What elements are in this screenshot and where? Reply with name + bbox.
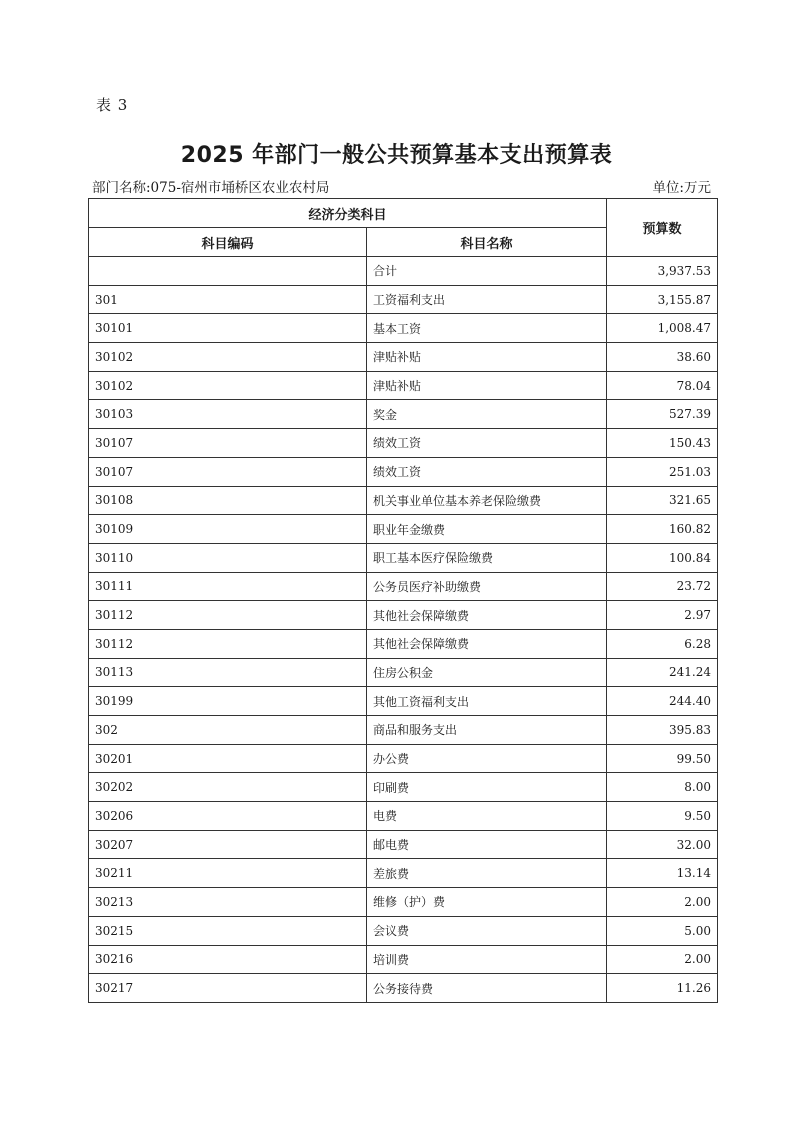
table-number: 表 3 <box>96 96 129 114</box>
budget-amount-cell: 3,937.53 <box>607 257 718 286</box>
subject-code-cell: 30199 <box>89 687 367 716</box>
table-row <box>89 802 718 831</box>
subject-code-cell: 30202 <box>89 773 367 802</box>
subject-name-cell: 职业年金缴费 <box>367 515 607 544</box>
subject-code-cell: 30102 <box>89 371 367 400</box>
subject-code-cell: 30109 <box>89 515 367 544</box>
table-row <box>89 572 718 601</box>
subject-code-cell: 30108 <box>89 486 367 515</box>
subject-name-cell: 电费 <box>367 802 607 831</box>
header-budget-amount: 预算数 <box>607 199 718 257</box>
subject-code-cell: 30101 <box>89 314 367 343</box>
header-subject-name: 科目名称 <box>367 228 607 257</box>
budget-amount-cell: 32.00 <box>607 830 718 859</box>
budget-amount-cell: 38.60 <box>607 343 718 372</box>
table-row <box>89 457 718 486</box>
subject-code-cell: 30206 <box>89 802 367 831</box>
subject-code-cell: 302 <box>89 716 367 745</box>
subject-code-cell: 30112 <box>89 601 367 630</box>
table-body <box>89 257 718 1003</box>
table-row <box>89 515 718 544</box>
budget-amount-cell: 395.83 <box>607 716 718 745</box>
table-row <box>89 687 718 716</box>
subject-name-cell: 差旅费 <box>367 859 607 888</box>
table-row <box>89 916 718 945</box>
subject-code-cell: 30111 <box>89 572 367 601</box>
budget-amount-cell: 23.72 <box>607 572 718 601</box>
table-row <box>89 773 718 802</box>
table-row <box>89 601 718 630</box>
table-row <box>89 945 718 974</box>
page-title: 2025 年部门一般公共预算基本支出预算表 <box>180 143 613 168</box>
department-name: 部门名称:075-宿州市埇桥区农业农村局 <box>92 180 330 196</box>
budget-table <box>88 198 718 1003</box>
subject-code-cell: 30112 <box>89 629 367 658</box>
table-row <box>89 859 718 888</box>
budget-amount-cell: 251.03 <box>607 457 718 486</box>
header-economic-category: 经济分类科目 <box>89 199 607 228</box>
budget-amount-cell: 100.84 <box>607 543 718 572</box>
subject-code-cell: 30103 <box>89 400 367 429</box>
subject-name-cell: 会议费 <box>367 916 607 945</box>
subject-code-cell: 30207 <box>89 830 367 859</box>
subject-code-cell: 30113 <box>89 658 367 687</box>
budget-amount-cell: 9.50 <box>607 802 718 831</box>
unit-label: 单位:万元 <box>652 180 711 196</box>
subject-name-cell: 机关事业单位基本养老保险缴费 <box>367 486 607 515</box>
table-row <box>89 257 718 286</box>
header-subject-code: 科目编码 <box>89 228 367 257</box>
subject-name-cell: 培训费 <box>367 945 607 974</box>
table-row <box>89 429 718 458</box>
table-row <box>89 371 718 400</box>
subject-name-cell: 奖金 <box>367 400 607 429</box>
table-row <box>89 314 718 343</box>
subject-name-cell: 绩效工资 <box>367 429 607 458</box>
subject-name-cell: 维修（护）费 <box>367 888 607 917</box>
table-row <box>89 486 718 515</box>
table-row <box>89 343 718 372</box>
subject-code-cell: 30107 <box>89 429 367 458</box>
table-row <box>89 658 718 687</box>
subject-name-cell: 职工基本医疗保险缴费 <box>367 543 607 572</box>
subject-name-cell: 公务员医疗补助缴费 <box>367 572 607 601</box>
subject-name-cell: 住房公积金 <box>367 658 607 687</box>
subject-code-cell: 30110 <box>89 543 367 572</box>
subject-name-cell: 办公费 <box>367 744 607 773</box>
subject-name-cell: 公务接待费 <box>367 974 607 1003</box>
budget-amount-cell: 3,155.87 <box>607 285 718 314</box>
budget-amount-cell: 13.14 <box>607 859 718 888</box>
subject-name-cell: 绩效工资 <box>367 457 607 486</box>
table-row <box>89 629 718 658</box>
table-row <box>89 830 718 859</box>
budget-amount-cell: 78.04 <box>607 371 718 400</box>
subject-code-cell: 30213 <box>89 888 367 917</box>
table-row <box>89 744 718 773</box>
subject-code-cell: 30102 <box>89 343 367 372</box>
subject-name-cell: 其他社会保障缴费 <box>367 629 607 658</box>
subject-name-cell: 商品和服务支出 <box>367 716 607 745</box>
table-row <box>89 888 718 917</box>
budget-amount-cell: 8.00 <box>607 773 718 802</box>
subject-code-cell: 30217 <box>89 974 367 1003</box>
table-row <box>89 543 718 572</box>
budget-amount-cell: 2.00 <box>607 888 718 917</box>
subject-name-cell: 其他社会保障缴费 <box>367 601 607 630</box>
budget-amount-cell: 1,008.47 <box>607 314 718 343</box>
table-row <box>89 974 718 1003</box>
subject-name-cell: 合计 <box>367 257 607 286</box>
budget-amount-cell: 160.82 <box>607 515 718 544</box>
subject-name-cell: 津贴补贴 <box>367 371 607 400</box>
budget-amount-cell: 244.40 <box>607 687 718 716</box>
budget-amount-cell: 99.50 <box>607 744 718 773</box>
subject-code-cell: 30215 <box>89 916 367 945</box>
table-row <box>89 285 718 314</box>
subject-code-cell <box>89 257 367 286</box>
subject-name-cell: 工资福利支出 <box>367 285 607 314</box>
subject-name-cell: 其他工资福利支出 <box>367 687 607 716</box>
subject-code-cell: 30211 <box>89 859 367 888</box>
budget-amount-cell: 241.24 <box>607 658 718 687</box>
budget-amount-cell: 321.65 <box>607 486 718 515</box>
budget-amount-cell: 527.39 <box>607 400 718 429</box>
subject-name-cell: 邮电费 <box>367 830 607 859</box>
budget-amount-cell: 5.00 <box>607 916 718 945</box>
subject-name-cell: 印刷费 <box>367 773 607 802</box>
budget-amount-cell: 2.00 <box>607 945 718 974</box>
table-row <box>89 400 718 429</box>
subject-code-cell: 30107 <box>89 457 367 486</box>
budget-amount-cell: 6.28 <box>607 629 718 658</box>
table-row <box>89 716 718 745</box>
budget-amount-cell: 2.97 <box>607 601 718 630</box>
budget-amount-cell: 150.43 <box>607 429 718 458</box>
subject-code-cell: 301 <box>89 285 367 314</box>
budget-amount-cell: 11.26 <box>607 974 718 1003</box>
subject-name-cell: 津贴补贴 <box>367 343 607 372</box>
subject-code-cell: 30216 <box>89 945 367 974</box>
subject-code-cell: 30201 <box>89 744 367 773</box>
subject-name-cell: 基本工资 <box>367 314 607 343</box>
